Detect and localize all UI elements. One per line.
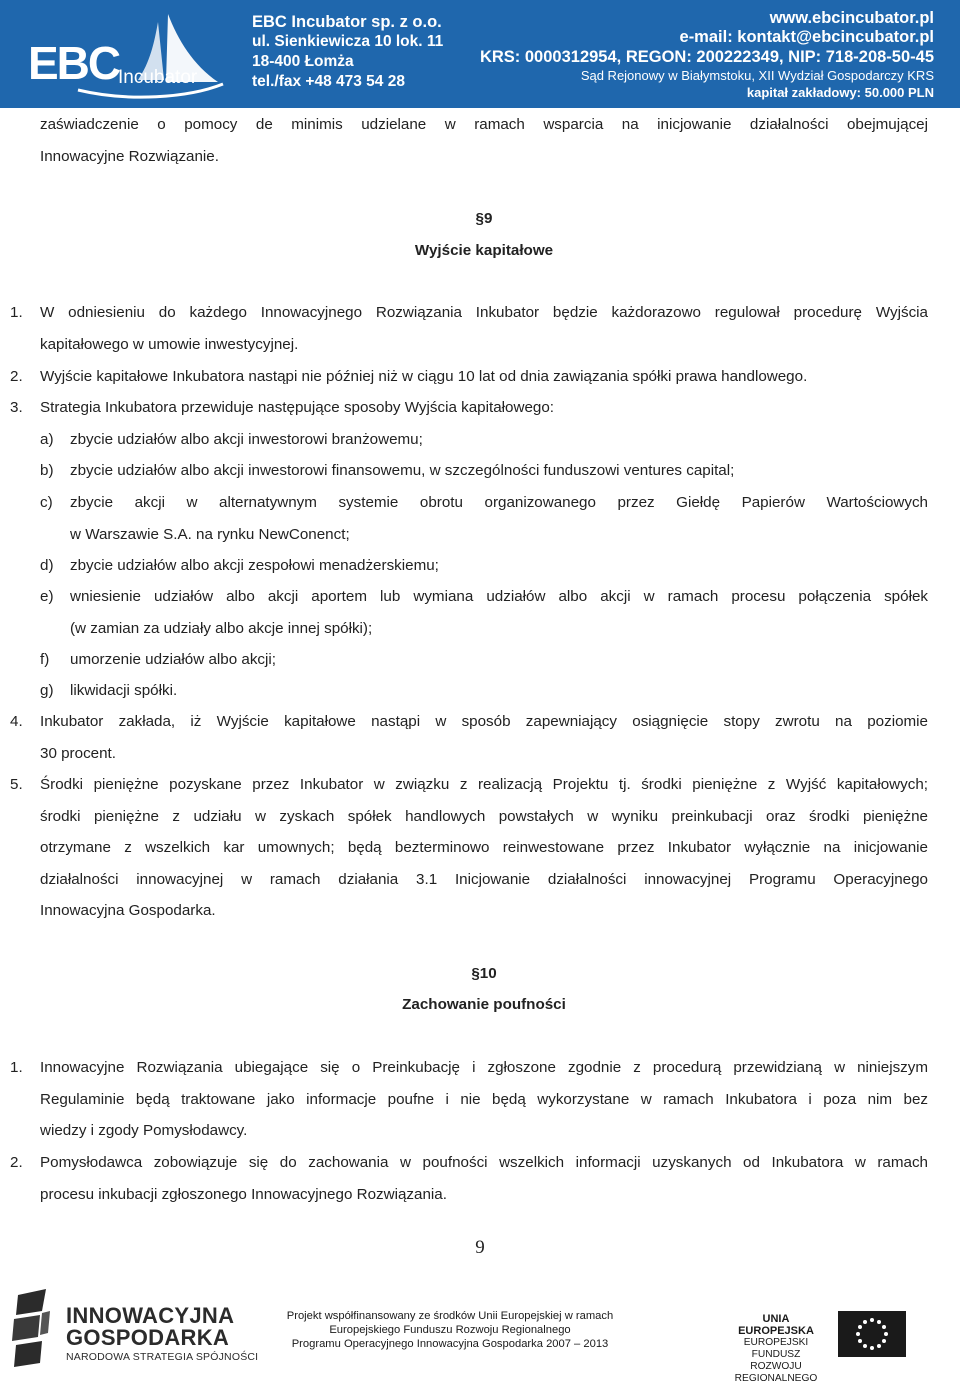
s9-p5-line-3: otrzymane z wszelkich kar umownych; będą bezterminowo reinwestowane przez Inkubator wyłącznie na inicjowanie [40, 839, 928, 856]
ig-logo-title [66, 1305, 234, 1349]
s9-p2-number: 2. [10, 368, 23, 385]
intro-line-2: Innowacyjne Rozwiązanie. [40, 148, 219, 165]
s9-p1-line-1: W odniesieniu do każdego Innowacyjnego Rozwiązania Inkubator będzie każdorazowo regulował procedurę Wyjścia [40, 304, 928, 321]
company-address [252, 12, 443, 92]
list-item-text: zbycie udziałów albo akcji zespołowi menadżerskiemu; [70, 557, 439, 574]
s9-p2-line-1: Wyjście kapitałowe Inkubatora nastąpi nie później niż w ciągu 10 lat od dnia zawiązania spółki prawa handlowego. [40, 368, 808, 385]
s9-p3-line-1: Strategia Inkubatora przewiduje następujące sposoby Wyjścia kapitałowego: [40, 399, 555, 416]
s9-p4-line-2: 30 procent. [40, 745, 116, 762]
company-contact [480, 8, 934, 101]
page-number: 9 [475, 1237, 485, 1258]
s9-p4-number: 4. [10, 713, 23, 730]
innowacyjna-gospodarka-logo-icon [12, 1289, 52, 1367]
eu-label-line-2: EUROPEJSKI FUNDUSZ [743, 1337, 809, 1360]
logo-subtext: Incubator [118, 67, 198, 88]
project-line-3: Programu Operacyjnego Innowacyjna Gospodarka 2007 – 2013 [291, 1338, 609, 1350]
s9-p5-line-2: środki pieniężne z udziału w zyskach spółek handlowych powstałych w wyniku preinkubacji oraz środki pieniężne [40, 808, 928, 825]
funding-footer [0, 1285, 960, 1384]
s9-p5-line-4: działalności innowacyjnej w ramach działania 3.1 Inicjowanie działalności innowacyjnej Programu Operacyjnego [40, 871, 928, 888]
list-item-label: d) [40, 557, 54, 574]
company-email: e-mail: kontakt@ebcincubator.pl [679, 28, 934, 46]
eu-flag-icon [838, 1311, 906, 1357]
ig-logo-subtitle: NARODOWA STRATEGIA SPÓJNOŚCI [66, 1351, 259, 1363]
s10-p1-number: 1. [10, 1059, 23, 1076]
s9-p4-line-1: Inkubator zakłada, iż Wyjście kapitałowe nastąpi w sposób zapewniający osiągnięcie stopy zwrotu na poziomie [40, 713, 928, 730]
eu-label-line-3: ROZWOJU REGIONALNEGO [734, 1361, 818, 1384]
intro-line-1: zaświadczenie o pomocy de minimis udzielane w ramach wsparcia na inicjowanie działalności obejmującej [40, 116, 928, 133]
s9-p5-line-5: Innowacyjna Gospodarka. [40, 902, 216, 919]
company-court: Sąd Rejonowy w Białymstoku, XII Wydział Gospodarczy KRS [580, 68, 934, 83]
letterhead-banner [0, 0, 960, 108]
s9-p1-line-2: kapitałowego w umowie inwestycyjnej. [40, 336, 299, 353]
section-10-number: §10 [471, 965, 497, 982]
list-item-label: g) [40, 682, 54, 699]
project-line-2: Europejskiego Funduszu Rozwoju Regionalnego [329, 1324, 571, 1336]
ig-title-line-1: INNOWACYJNA [66, 1303, 235, 1328]
s10-p2-line-1: Pomysłodawca zobowiązuje się do zachowania w poufności wszelkich informacji uzyskanych od Inkubatora w ramach [40, 1154, 928, 1171]
logo-text: EBC [28, 37, 120, 89]
company-phone: tel./fax +48 473 54 28 [252, 73, 405, 90]
project-funding-note [280, 1309, 620, 1351]
section-9-number: §9 [475, 210, 493, 227]
list-item-label: a) [40, 431, 54, 448]
list-item-text: umorzenie udziałów albo akcji; [70, 651, 276, 668]
s10-p2-line-2: procesu inkubacji zgłoszonego Innowacyjnego Rozwiązania. [40, 1186, 447, 1203]
company-website: www.ebcincubator.pl [769, 9, 934, 27]
list-item-text: zbycie udziałów albo akcji inwestorowi finansowemu, w szczególności funduszowi ventures capital; [70, 462, 735, 479]
list-item-label: b) [40, 462, 54, 479]
list-item-text-cont: (w zamian za udziały albo akcje innej spółki); [70, 620, 373, 637]
s10-p1-line-3: wiedzy i zgody Pomysłodawcy. [40, 1122, 248, 1139]
eu-fund-label [726, 1313, 826, 1385]
s9-p1-number: 1. [10, 304, 23, 321]
section-9-title: Wyjście kapitałowe [414, 242, 554, 259]
s10-p1-line-1: Innowacyjne Rozwiązania ubiegające się o Preinkubację i zgłoszone zgodnie z procedurą przewidzianą w niniejszym [40, 1059, 928, 1076]
list-item-text: wniesienie udziałów albo akcji aportem lub wymiana udziałów albo akcji w ramach procesu połączenia spółek [70, 588, 928, 605]
list-item-text-cont: w Warszawie S.A. na rynku NewConenct; [70, 526, 350, 543]
list-item-label: e) [40, 588, 54, 605]
company-city: 18-400 Łomża [252, 53, 354, 70]
list-item-text: likwidacji spółki. [70, 682, 178, 699]
list-item-label: f) [40, 651, 50, 668]
s10-p2-number: 2. [10, 1154, 23, 1171]
company-street: ul. Sienkiewicza 10 lok. 11 [252, 33, 444, 50]
s9-p5-number: 5. [10, 776, 23, 793]
s9-p5-line-1: Środki pieniężne pozyskane przez Inkubator w związku z realizacją Projektu tj. środki pieniężne z Wyjść kapitałowych; [40, 776, 928, 793]
s10-p1-line-2: Regulaminie będą traktowane jako informacje poufne i nie będą wykorzystane w ramach Inkubatora i poza nim bez [40, 1091, 928, 1108]
list-item-text: zbycie akcji w alternatywnym systemie obrotu organizowanego przez Giełdę Papierów Wartościowych [70, 494, 928, 511]
eu-label-line-1: UNIA EUROPEJSKA [738, 1313, 814, 1337]
section-10-title: Zachowanie poufności [402, 996, 566, 1013]
company-name: EBC Incubator sp. z o.o. [252, 13, 442, 31]
project-line-1: Projekt współfinansowany ze środków Unii Europejskiej w ramach [286, 1310, 614, 1322]
list-item-text: zbycie udziałów albo akcji inwestorowi branżowemu; [70, 431, 423, 448]
list-item-label: c) [40, 494, 53, 511]
company-registry: KRS: 0000312954, REGON: 200222349, NIP: 718-208-50-45 [479, 48, 934, 66]
company-capital: kapitał zakładowy: 50.000 PLN [746, 85, 934, 100]
ig-title-line-2: GOSPODARKA [66, 1325, 230, 1350]
s9-p3-number: 3. [10, 399, 23, 416]
